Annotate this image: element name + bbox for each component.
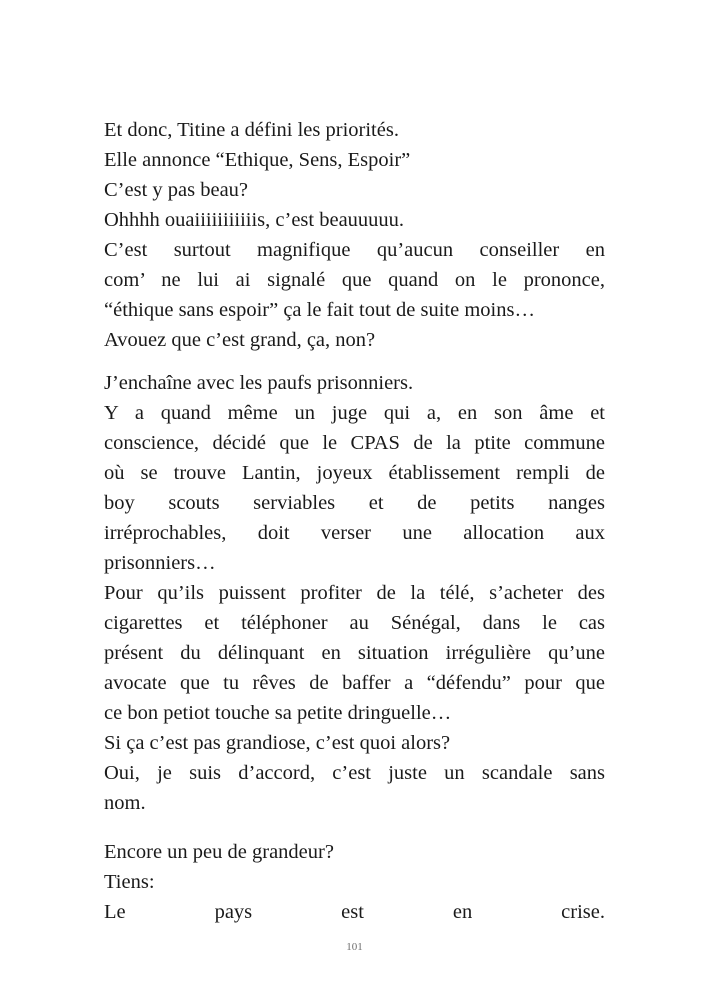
paragraph-2 — [104, 368, 605, 818]
text-line: cigarettes et téléphoner au Sénégal, dans le cas — [104, 612, 605, 634]
page-number: 101 — [346, 941, 363, 953]
text-line: Tiens: — [104, 871, 155, 893]
text-line: avocate que tu rêves de baffer a “défendu” pour que — [104, 672, 605, 694]
paragraph-1 — [104, 115, 605, 355]
text-line: ce bon petiot touche sa petite dringuelle… — [104, 702, 452, 724]
text-line: Y a quand même un juge qui a, en son âme et — [104, 402, 605, 424]
text-line: Si ça c’est pas grandiose, c’est quoi alors? — [104, 732, 451, 754]
text-line: Ohhhh ouaiiiiiiiiiiis, c’est beauuuuu. — [104, 209, 405, 231]
text-line: irréprochables, doit verser une allocation aux — [104, 522, 605, 544]
text-line: prisonniers… — [104, 552, 216, 574]
paragraph-3 — [104, 837, 605, 927]
text-line: Oui, je suis d’accord, c’est juste un scandale sans — [104, 762, 605, 784]
text-line: où se trouve Lantin, joyeux établissement rempli de — [104, 462, 605, 484]
text-line: Encore un peu de grandeur? — [104, 841, 334, 863]
text-line: Elle annonce “Ethique, Sens, Espoir” — [104, 149, 411, 171]
text-line: boy scouts serviables et de petits nanges — [104, 492, 605, 514]
text-line: présent du délinquant en situation irrégulière qu’une — [104, 642, 605, 664]
text-line: nom. — [104, 792, 146, 814]
text-line: com’ ne lui ai signalé que quand on le prononce, — [104, 269, 605, 291]
text-line: C’est surtout magnifique qu’aucun conseiller en — [104, 239, 605, 261]
text-line: Pour qu’ils puissent profiter de la télé, s’acheter des — [104, 582, 605, 604]
text-line: Avouez que c’est grand, ça, non? — [104, 329, 376, 351]
text-line: Le pays est en crise. — [104, 901, 605, 923]
text-line: C’est y pas beau? — [104, 179, 249, 201]
text-line: “éthique sans espoir” ça le fait tout de suite moins… — [104, 299, 535, 321]
text-line: J’enchaîne avec les paufs prisonniers. — [104, 372, 414, 394]
text-line: Et donc, Titine a défini les priorités. — [104, 119, 399, 141]
text-line: conscience, décidé que le CPAS de la ptite commune — [104, 432, 605, 454]
